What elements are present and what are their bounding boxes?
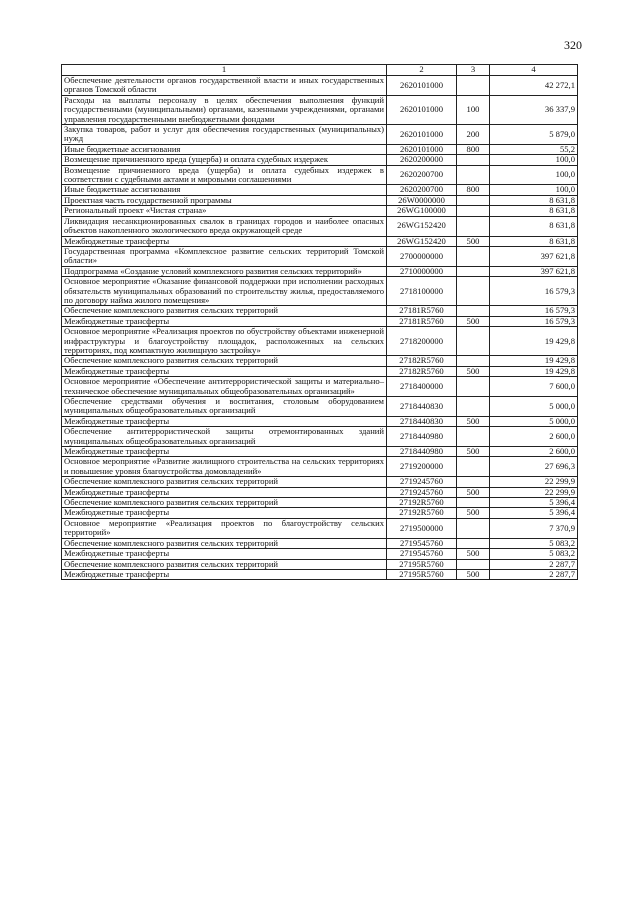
table-row — [62, 508, 578, 518]
table-row — [62, 487, 578, 497]
table-row — [62, 216, 578, 236]
table-body — [62, 76, 578, 580]
row-name: Межбюджетные трансферты — [62, 366, 387, 376]
row-name: Межбюджетные трансферты — [62, 508, 387, 518]
row-target-code: 2718440980 — [387, 427, 457, 447]
row-expense-type: 500 — [457, 316, 490, 326]
row-target-code: 27192R5760 — [387, 498, 457, 508]
row-amount: 100,0 — [490, 185, 578, 195]
table-row — [62, 277, 578, 306]
row-amount: 5 083,2 — [490, 549, 578, 559]
table-row — [62, 538, 578, 548]
row-name: Региональный проект «Чистая страна» — [62, 206, 387, 216]
row-expense-type — [457, 498, 490, 508]
row-target-code: 26WG152420 — [387, 236, 457, 246]
row-name: Основное мероприятие «Развитие жилищного строительства на сельских территориях и повышение уровня благоустройства домовладений» — [62, 457, 387, 477]
row-amount: 2 287,7 — [490, 559, 578, 569]
row-amount: 5 083,2 — [490, 538, 578, 548]
row-expense-type — [457, 559, 490, 569]
row-name: Межбюджетные трансферты — [62, 487, 387, 497]
row-name: Основное мероприятие «Реализация проектов по благоустройству сельских территорий» — [62, 518, 387, 538]
row-target-code: 26W0000000 — [387, 195, 457, 205]
row-name: Основное мероприятие «Обеспечение антитеррористической защиты и материально–техническое обеспечение муниципальных общеобразовательных организаций» — [62, 377, 387, 397]
row-expense-type — [457, 356, 490, 366]
row-target-code: 26WG100000 — [387, 206, 457, 216]
row-target-code: 2718440980 — [387, 447, 457, 457]
row-target-code: 2719200000 — [387, 457, 457, 477]
row-expense-type: 500 — [457, 508, 490, 518]
table-row — [62, 377, 578, 397]
row-name: Обеспечение деятельности органов государственной власти и иных государственных органов Томской области — [62, 76, 387, 96]
row-amount: 16 579,3 — [490, 277, 578, 306]
row-expense-type: 500 — [457, 366, 490, 376]
row-name: Проектная часть государственной программы — [62, 195, 387, 205]
table-row — [62, 559, 578, 569]
table-row — [62, 206, 578, 216]
row-target-code: 2718440830 — [387, 397, 457, 417]
row-name: Межбюджетные трансферты — [62, 569, 387, 579]
header-code-column: 2 — [387, 65, 457, 76]
table-row — [62, 397, 578, 417]
row-name: Межбюджетные трансферты — [62, 316, 387, 326]
row-target-code: 27192R5760 — [387, 508, 457, 518]
row-amount: 2 600,0 — [490, 427, 578, 447]
row-expense-type — [457, 165, 490, 185]
row-expense-type: 500 — [457, 487, 490, 497]
row-expense-type — [457, 216, 490, 236]
row-amount: 16 579,3 — [490, 306, 578, 316]
header-type-column: 3 — [457, 65, 490, 76]
table-row — [62, 195, 578, 205]
row-amount: 7 370,9 — [490, 518, 578, 538]
table-row — [62, 266, 578, 276]
row-target-code: 27195R5760 — [387, 569, 457, 579]
table-row — [62, 327, 578, 356]
budget-table — [61, 64, 578, 580]
row-name: Обеспечение средствами обучения и воспитания, столовым оборудованием муниципальных общеобразовательных организаций — [62, 397, 387, 417]
row-target-code: 2620101000 — [387, 125, 457, 145]
row-amount: 19 429,8 — [490, 356, 578, 366]
table-row — [62, 518, 578, 538]
row-expense-type — [457, 277, 490, 306]
row-amount: 5 396,4 — [490, 498, 578, 508]
row-amount: 5 396,4 — [490, 508, 578, 518]
row-expense-type — [457, 477, 490, 487]
table-row — [62, 155, 578, 165]
row-amount: 397 621,8 — [490, 246, 578, 266]
row-target-code: 2710000000 — [387, 266, 457, 276]
table-row — [62, 316, 578, 326]
row-name: Основное мероприятие «Реализация проектов по обустройству объектами инженерной инфраструктуры и благоустройству площадок, расположенных на сельских территориях, под компактную жилищную застройку» — [62, 327, 387, 356]
table-row — [62, 366, 578, 376]
table-header-row — [62, 65, 578, 76]
table-row — [62, 76, 578, 96]
row-amount: 42 272,1 — [490, 76, 578, 96]
table-row — [62, 569, 578, 579]
row-expense-type — [457, 457, 490, 477]
row-expense-type — [457, 206, 490, 216]
row-target-code: 2620200700 — [387, 165, 457, 185]
row-target-code: 2719545760 — [387, 538, 457, 548]
row-target-code: 2700000000 — [387, 246, 457, 266]
row-target-code: 2620200700 — [387, 185, 457, 195]
row-expense-type — [457, 306, 490, 316]
row-amount: 22 299,9 — [490, 477, 578, 487]
row-expense-type: 500 — [457, 236, 490, 246]
row-target-code: 2718200000 — [387, 327, 457, 356]
row-expense-type: 200 — [457, 125, 490, 145]
table-row — [62, 185, 578, 195]
header-sum-column: 4 — [490, 65, 578, 76]
table-row — [62, 498, 578, 508]
row-target-code: 2719545760 — [387, 549, 457, 559]
row-amount: 100,0 — [490, 165, 578, 185]
row-target-code: 2620101000 — [387, 144, 457, 154]
row-name: Обеспечение комплексного развития сельских территорий — [62, 559, 387, 569]
page-number: 320 — [564, 38, 582, 52]
row-name: Обеспечение комплексного развития сельских территорий — [62, 538, 387, 548]
row-name: Межбюджетные трансферты — [62, 416, 387, 426]
row-expense-type — [457, 266, 490, 276]
row-name: Возмещение причиненного вреда (ущерба) и оплата судебных издержек в соответствии с судебными актами и мировыми соглашениями — [62, 165, 387, 185]
row-amount: 5 000,0 — [490, 416, 578, 426]
table-row — [62, 236, 578, 246]
row-expense-type: 500 — [457, 416, 490, 426]
row-name: Закупка товаров, работ и услуг для обеспечения государственных (муниципальных) нужд — [62, 125, 387, 145]
table-row — [62, 427, 578, 447]
row-amount: 8 631,8 — [490, 216, 578, 236]
row-expense-type — [457, 538, 490, 548]
row-name: Возмещение причиненного вреда (ущерба) и оплата судебных издержек — [62, 155, 387, 165]
row-target-code: 2719245760 — [387, 487, 457, 497]
row-target-code: 27181R5760 — [387, 306, 457, 316]
row-target-code: 27181R5760 — [387, 316, 457, 326]
table-row — [62, 457, 578, 477]
row-expense-type: 800 — [457, 185, 490, 195]
row-expense-type: 500 — [457, 549, 490, 559]
table-row — [62, 95, 578, 124]
table-row — [62, 416, 578, 426]
row-expense-type — [457, 155, 490, 165]
row-target-code: 27195R5760 — [387, 559, 457, 569]
row-amount: 36 337,9 — [490, 95, 578, 124]
row-amount: 5 879,0 — [490, 125, 578, 145]
row-expense-type: 500 — [457, 447, 490, 457]
row-amount: 2 287,7 — [490, 569, 578, 579]
row-name: Обеспечение комплексного развития сельских территорий — [62, 356, 387, 366]
row-amount: 16 579,3 — [490, 316, 578, 326]
row-target-code: 26WG152420 — [387, 216, 457, 236]
table-row — [62, 165, 578, 185]
row-amount: 5 000,0 — [490, 397, 578, 417]
row-name: Государственная программа «Комплексное развитие сельских территорий Томской области» — [62, 246, 387, 266]
row-amount: 397 621,8 — [490, 266, 578, 276]
row-target-code: 2718400000 — [387, 377, 457, 397]
row-name: Межбюджетные трансферты — [62, 236, 387, 246]
row-amount: 2 600,0 — [490, 447, 578, 457]
row-name: Обеспечение комплексного развития сельских территорий — [62, 477, 387, 487]
row-expense-type — [457, 327, 490, 356]
table-row — [62, 246, 578, 266]
row-amount: 19 429,8 — [490, 366, 578, 376]
row-target-code: 27182R5760 — [387, 366, 457, 376]
row-target-code: 27182R5760 — [387, 356, 457, 366]
row-amount: 100,0 — [490, 155, 578, 165]
row-name: Обеспечение комплексного развития сельских территорий — [62, 306, 387, 316]
row-expense-type — [457, 518, 490, 538]
row-expense-type — [457, 377, 490, 397]
row-amount: 55,2 — [490, 144, 578, 154]
row-expense-type — [457, 246, 490, 266]
row-name: Основное мероприятие «Оказание финансовой поддержки при исполнении расходных обязательств муниципальных образований по строительству жилья, предоставляемого по договору найма жилого помещения» — [62, 277, 387, 306]
row-target-code: 2620200000 — [387, 155, 457, 165]
row-amount: 8 631,8 — [490, 236, 578, 246]
row-expense-type: 800 — [457, 144, 490, 154]
row-target-code: 2718440830 — [387, 416, 457, 426]
row-amount: 8 631,8 — [490, 206, 578, 216]
row-target-code: 2620101000 — [387, 76, 457, 96]
table-row — [62, 549, 578, 559]
row-expense-type — [457, 397, 490, 417]
row-name: Подпрограмма «Создание условий комплексного развития сельских территорий» — [62, 266, 387, 276]
row-name: Межбюджетные трансферты — [62, 549, 387, 559]
table-row — [62, 477, 578, 487]
row-target-code: 2719500000 — [387, 518, 457, 538]
table-row — [62, 447, 578, 457]
row-name: Ликвидация несанкционированных свалок в границах городов и наиболее опасных объектов накопленного экологического вреда окружающей среде — [62, 216, 387, 236]
row-name: Расходы на выплаты персоналу в целях обеспечения выполнения функций государственными (муниципальными) органами, казенными учреждениями, органами управления государственными внебюджетными фондами — [62, 95, 387, 124]
table-row — [62, 306, 578, 316]
row-amount: 27 696,3 — [490, 457, 578, 477]
row-expense-type: 100 — [457, 95, 490, 124]
row-target-code: 2718100000 — [387, 277, 457, 306]
table-row — [62, 125, 578, 145]
row-expense-type: 500 — [457, 569, 490, 579]
row-amount: 22 299,9 — [490, 487, 578, 497]
row-name: Иные бюджетные ассигнования — [62, 144, 387, 154]
row-name: Обеспечение антитеррористической защиты отремонтированных зданий муниципальных общеобразовательных организаций — [62, 427, 387, 447]
row-target-code: 2620101000 — [387, 95, 457, 124]
row-amount: 8 631,8 — [490, 195, 578, 205]
row-target-code: 2719245760 — [387, 477, 457, 487]
row-name: Иные бюджетные ассигнования — [62, 185, 387, 195]
row-expense-type — [457, 195, 490, 205]
row-expense-type — [457, 76, 490, 96]
row-name: Межбюджетные трансферты — [62, 447, 387, 457]
table-row — [62, 356, 578, 366]
row-amount: 19 429,8 — [490, 327, 578, 356]
row-expense-type — [457, 427, 490, 447]
row-amount: 7 600,0 — [490, 377, 578, 397]
header-name-column: 1 — [62, 65, 387, 76]
row-name: Обеспечение комплексного развития сельских территорий — [62, 498, 387, 508]
table-row — [62, 144, 578, 154]
